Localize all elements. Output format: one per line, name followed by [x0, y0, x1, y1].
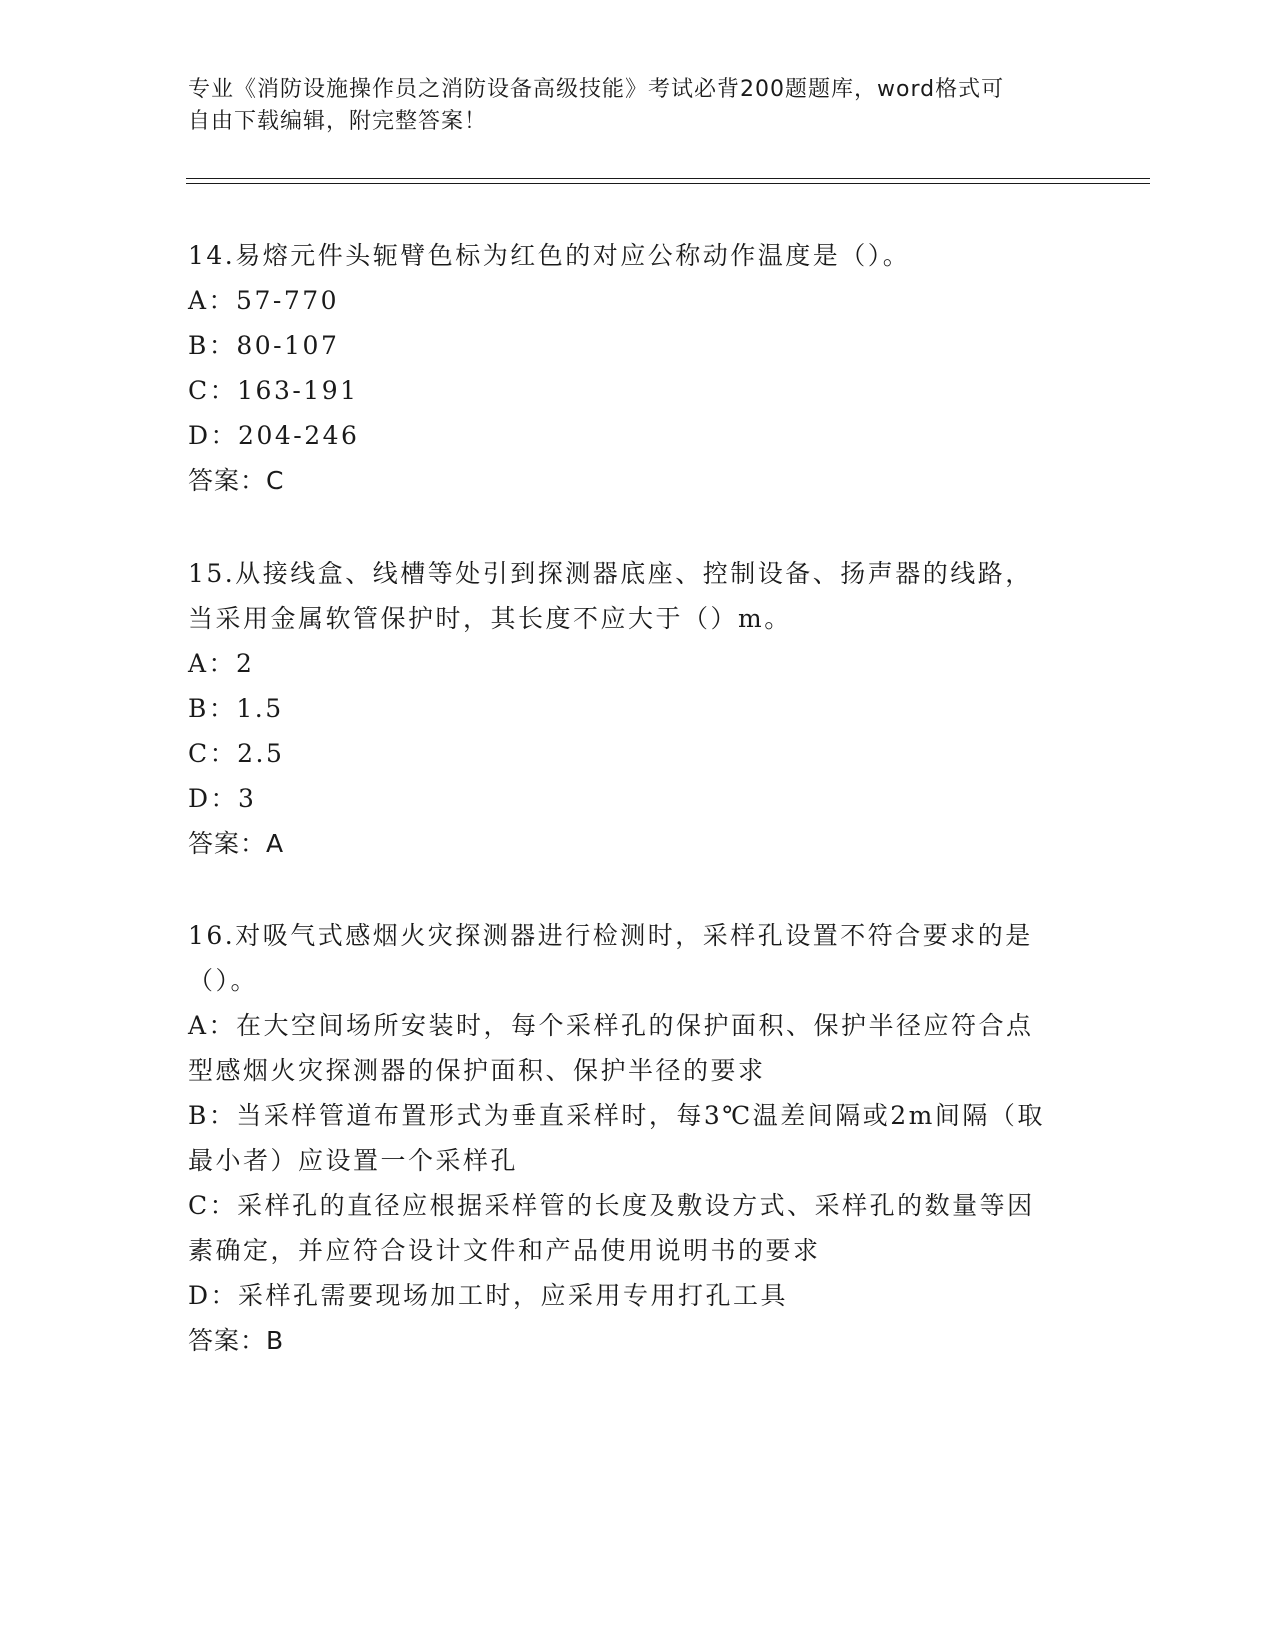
- question-text-line-1: 16.对吸气式感烟火灾探测器进行检测时，采样孔设置不符合要求的是: [188, 921, 1033, 950]
- option-d: D：3: [188, 784, 257, 813]
- question-text-line-2: （）。: [188, 966, 259, 995]
- option-a-line-2: 型感烟火灾探测器的保护面积、保护半径的要求: [188, 1056, 766, 1085]
- option-c-line-2: 素确定，并应符合设计文件和产品使用说明书的要求: [188, 1236, 821, 1265]
- question-text: 14.易熔元件头轭臂色标为红色的对应公称动作温度是（）。: [188, 241, 911, 270]
- question-16: [188, 913, 1088, 1363]
- option-a-line-1: A：在大空间场所安装时，每个采样孔的保护面积、保护半径应符合点: [188, 1011, 1034, 1040]
- question-text-line-2: 当采用金属软管保护时，其长度不应大于（）m。: [188, 604, 792, 633]
- header-line-1: 专业《消防设施操作员之消防设备高级技能》考试必背200题题库，word格式可: [188, 77, 1005, 102]
- answer-line: 答案：C: [188, 466, 285, 495]
- option-a: A：2: [188, 649, 255, 678]
- option-b: B：80-107: [188, 331, 340, 360]
- option-c-line-1: C：采样孔的直径应根据采样管的长度及敷设方式、采样孔的数量等因: [188, 1191, 1035, 1220]
- option-b-line-2: 最小者）应设置一个采样孔: [188, 1146, 519, 1175]
- header-divider-top: [186, 178, 1150, 179]
- option-b-line-1: B：当采样管道布置形式为垂直采样时，每3℃温差间隔或2m间隔（取: [188, 1101, 1045, 1130]
- option-d: D：采样孔需要现场加工时，应采用专用打孔工具: [188, 1281, 789, 1310]
- answer-line: 答案：A: [188, 829, 285, 858]
- header-line-2: 自由下载编辑，附完整答案！: [188, 109, 488, 134]
- question-text-line-1: 15.从接线盒、线槽等处引到探测器底座、控制设备、扬声器的线路，: [188, 559, 1033, 588]
- option-d: D：204-246: [188, 421, 360, 450]
- option-b: B：1.5: [188, 694, 284, 723]
- document-header: [188, 74, 1068, 138]
- header-divider-bottom: [186, 183, 1150, 184]
- answer-line: 答案：B: [188, 1326, 285, 1355]
- option-c: C：2.5: [188, 739, 285, 768]
- option-c: C：163-191: [188, 376, 359, 405]
- option-a: A：57-770: [188, 286, 340, 315]
- question-15: [188, 551, 1088, 866]
- question-14: [188, 233, 1088, 503]
